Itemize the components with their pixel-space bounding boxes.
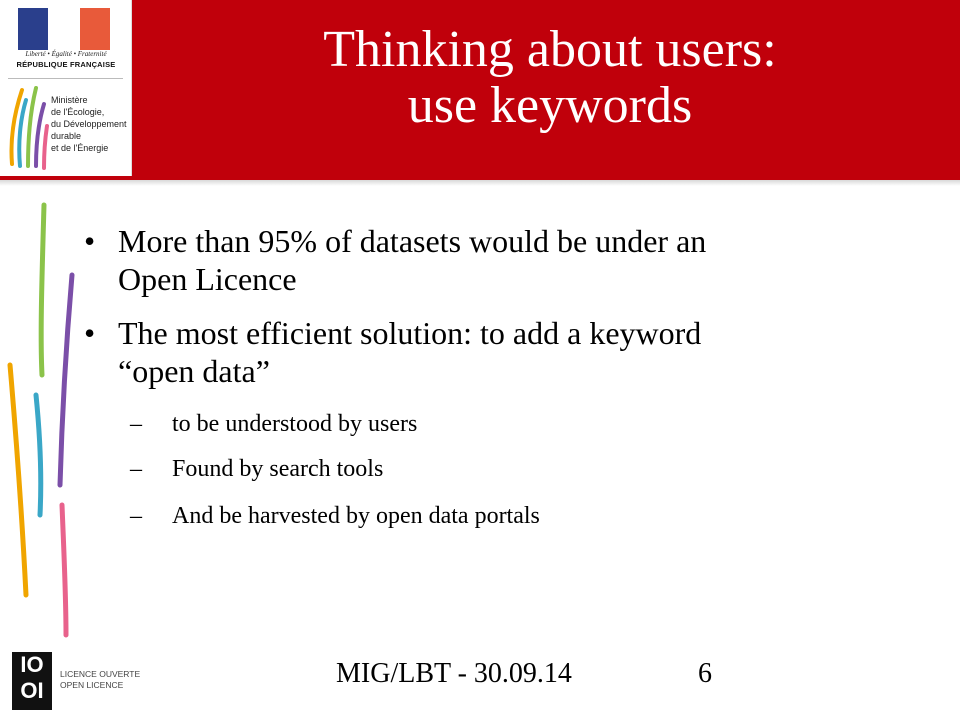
slide-body [84,222,924,530]
republique-francaise-label: RÉPUBLIQUE FRANÇAISE [16,60,116,69]
bullet-text-cont: Open Licence [118,261,297,297]
licence-line1: LICENCE OUVERTE [60,669,141,679]
slide-title-line1: Thinking about users: [323,21,777,78]
bullet-item [84,222,924,298]
sub-bullet-text: And be harvested by open data portals [172,503,540,529]
sub-bullet-item [130,410,924,438]
ministry-line: durable [51,131,82,141]
bullet-text-cont: “open data” [118,353,270,389]
ministry-line: du Développement [51,119,127,129]
ministry-name [51,94,131,154]
slide-number: 6 [698,658,712,689]
ministry-line: et de l'Énergie [51,143,109,153]
licence-label [60,669,140,691]
bullet-text: More than 95% of datasets would be under an [118,223,707,259]
logo-divider [8,78,123,79]
licence-logo-top: IO [20,652,44,677]
licence-logo-bottom: OI [20,678,44,703]
slide-title [180,22,920,134]
flag-blue-band [18,8,48,50]
open-licence-logo [12,652,52,710]
sub-bullet-item [130,502,924,530]
dash-icon: – [130,503,142,529]
colored-stripes-icon [4,84,50,170]
flag-white-band [48,8,80,50]
ministry-line: de l'Écologie, [51,107,105,117]
slide-title-line2: use keywords [407,77,693,134]
bullet-dot-icon: • [84,315,96,351]
sub-bullet-text: Found by search tools [172,456,384,482]
ministry-logo [0,0,132,176]
decorative-stripes [0,195,80,645]
dash-icon: – [130,456,142,482]
bullet-text: The most efficient solution: to add a keyword [118,315,702,351]
sub-bullet-item [130,455,924,483]
flag-red-band [80,8,110,50]
banner-shadow [0,180,960,186]
bullet-dot-icon: • [84,223,96,259]
footer-reference: MIG/LBT - 30.09.14 [336,658,572,689]
dash-icon: – [130,411,142,437]
sub-bullet-text: to be understood by users [172,411,418,437]
marianne-flag-icon [18,8,110,50]
licence-line2: OPEN LICENCE [60,680,124,690]
bullet-item [84,314,924,390]
republic-motto: Liberté • Égalité • Fraternité [25,50,107,58]
ministry-line: Ministère [51,95,88,105]
